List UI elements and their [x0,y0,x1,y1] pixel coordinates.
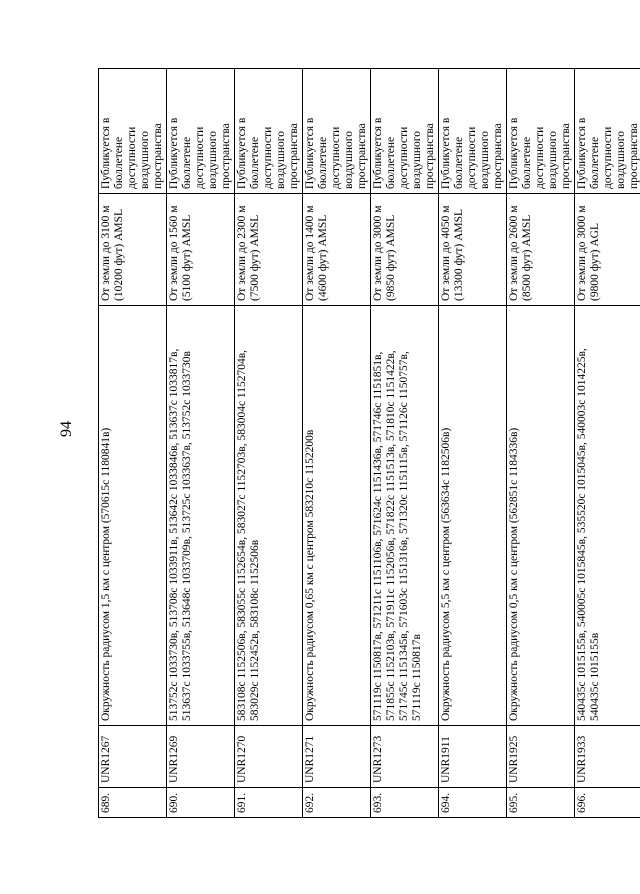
airspace-table [98,68,640,818]
publication-note-cell: Публикуется в бюллетене доступности воздушного пространства [99,69,167,194]
table-row [303,69,371,818]
zone-code-cell: UNR1267 [99,726,167,788]
publication-note-cell: Публикуется в бюллетене доступности воздушного пространства [439,69,507,194]
boundary-description-cell: Окружность радиусом 0,65 км с центром 583210с 1152200в [303,306,371,726]
boundary-description-cell: Окружность радиусом 5,5 км с центром (563634с 1182506в) [439,306,507,726]
zone-code-cell: UNR1273 [371,726,439,788]
table-body [99,69,640,818]
table-row [575,69,640,818]
altitude-limits-cell: От земли до 2600 м (8500 фут) AMSL [507,194,575,306]
boundary-description-cell: 513752с 1033730в, 513708с 1033911в, 513642с 1033846в, 513637с 1033817в, 513637с 1033755в, 513648с 1033709в, 513725с 1033637в, 513752с 1033730в [167,306,235,726]
table-row [371,69,439,818]
page-number: 94 [58,421,75,437]
altitude-limits-cell: От земли до 4050 м (13300 фут) AMSL [439,194,507,306]
row-number-cell: 696. [575,788,640,818]
row-number-cell: 691. [235,788,303,818]
boundary-description-cell: 583108с 1152506в, 583055с 1152654в, 583027с 1152703в, 583004с 1152704в, 583029с 1152452в, 583108с 1152506в [235,306,303,726]
row-number-cell: 689. [99,788,167,818]
zone-code-cell: UNR1269 [167,726,235,788]
boundary-description-cell: 571119с 1150817в, 571211с 1151106в, 571624с 1151436в, 571746с 1151851в, 571855с 1152103в, 571911с 1152056в, 571822с 1151513в, 571810с 1151422в, 571745с 1151345в, 571603с 1151316в, 571320с 1151115в, 571126с 1150757в, 571119с 1150817в [371,306,439,726]
altitude-limits-cell: От земли до 1560 м (5100 фут) AMSL [167,194,235,306]
altitude-limits-cell: От земли до 1400 м (4600 фут) AMSL [303,194,371,306]
row-number-cell: 693. [371,788,439,818]
row-number-cell: 692. [303,788,371,818]
zone-code-cell: UNR1925 [507,726,575,788]
altitude-limits-cell: От земли до 3000 м (9850 фут) AMSL [371,194,439,306]
row-number-cell: 694. [439,788,507,818]
table-row [235,69,303,818]
zone-code-cell: UNR1271 [303,726,371,788]
row-number-cell: 695. [507,788,575,818]
table-row [167,69,235,818]
airspace-table-container [98,69,640,818]
publication-note-cell: Публикуется в бюллетене доступности воздушного пространства [575,69,640,194]
altitude-limits-cell: От земли до 2300 м (7500 фут) AMSL [235,194,303,306]
publication-note-cell: Публикуется в бюллетене доступности воздушного пространства [507,69,575,194]
zone-code-cell: UNR1270 [235,726,303,788]
zone-code-cell: UNR1911 [439,726,507,788]
publication-note-cell: Публикуется в бюллетене доступности воздушного пространства [167,69,235,194]
table-row [439,69,507,818]
table-row [99,69,167,818]
boundary-description-cell: Окружность радиусом 1,5 км с центром (570615с 1180841в) [99,306,167,726]
boundary-description-cell: 540435с 1015155в, 540005с 1015845в, 535520с 1015045в, 540003с 1014225в, 540435с 1015155в [575,306,640,726]
boundary-description-cell: Окружность радиусом 0,5 км с центром (562851с 1184336в) [507,306,575,726]
altitude-limits-cell: От земли до 3000 м (9800 фут) AGL [575,194,640,306]
publication-note-cell: Публикуется в бюллетене доступности воздушного пространства [235,69,303,194]
table-row [507,69,575,818]
row-number-cell: 690. [167,788,235,818]
publication-note-cell: Публикуется в бюллетене доступности воздушного пространства [303,69,371,194]
zone-code-cell: UNR1933 [575,726,640,788]
publication-note-cell: Публикуется в бюллетене доступности воздушного пространства [371,69,439,194]
altitude-limits-cell: От земли до 3100 м (10200 фут) AMSL [99,194,167,306]
